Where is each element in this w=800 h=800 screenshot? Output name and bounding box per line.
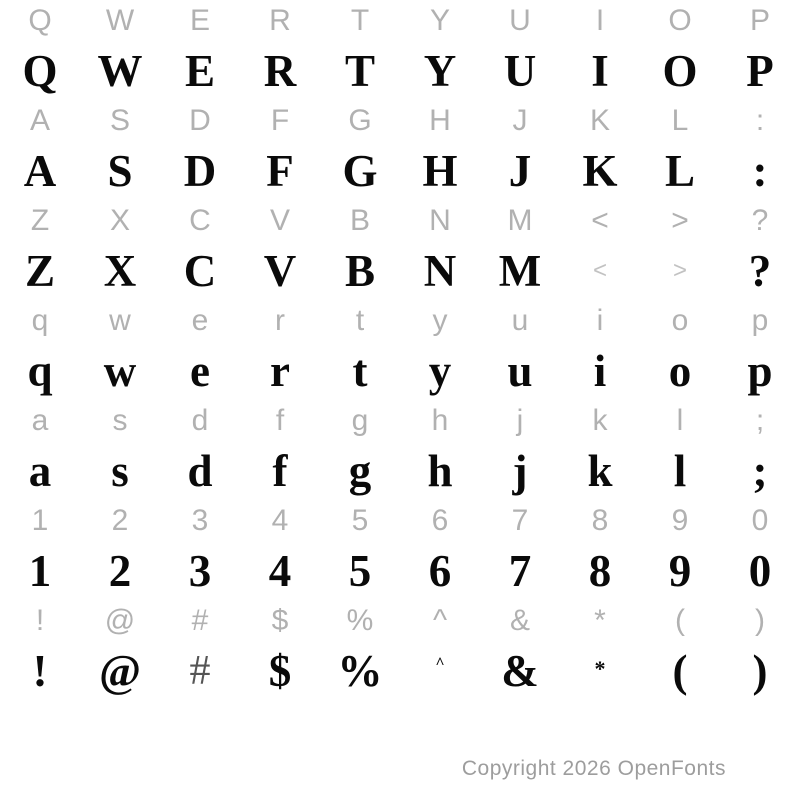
glyph-cell: N xyxy=(429,204,451,237)
glyph-cell: 6 xyxy=(428,546,452,596)
glyph-cell: l xyxy=(673,446,687,496)
glyph-cell: D xyxy=(189,104,211,137)
glyph-cell: 1 xyxy=(28,546,52,596)
specimen-glyph-row xyxy=(0,46,800,96)
glyph-cell: 3 xyxy=(188,546,212,596)
glyph-cell: Q xyxy=(22,46,58,96)
glyph-cell: g xyxy=(348,446,372,496)
specimen-glyph-row xyxy=(0,546,800,596)
glyph-cell: ^ xyxy=(435,655,445,672)
glyph-cell: C xyxy=(189,204,211,237)
glyph-cell: p xyxy=(751,304,769,337)
glyph-cell: 0 xyxy=(751,504,769,537)
glyph-cell: w xyxy=(109,304,131,337)
glyph-cell: ? xyxy=(748,246,772,296)
glyph-cell: & xyxy=(509,604,530,637)
glyph-cell: t xyxy=(355,304,365,337)
glyph-cell: d xyxy=(191,404,209,437)
glyph-cell: l xyxy=(676,404,684,437)
glyph-cell: A xyxy=(23,146,57,196)
glyph-cell: K xyxy=(582,146,618,196)
glyph-cell: s xyxy=(112,404,128,437)
glyph-cell: 5 xyxy=(348,546,372,596)
glyph-cell: L xyxy=(671,104,689,137)
glyph-cell: D xyxy=(183,146,217,196)
glyph-cell: Q xyxy=(28,4,52,37)
reference-glyph-row xyxy=(0,196,800,246)
glyph-cell: E xyxy=(189,4,210,37)
glyph-cell: & xyxy=(501,646,539,696)
glyph-cell: L xyxy=(664,146,695,196)
glyph-cell: 2 xyxy=(108,546,132,596)
glyph-cell: ( xyxy=(672,646,688,696)
glyph-cell: p xyxy=(747,346,773,396)
glyph-cell: F xyxy=(266,146,294,196)
glyph-cell: M xyxy=(498,246,542,296)
glyph-cell: W xyxy=(97,46,143,96)
glyph-cell: f xyxy=(275,404,285,437)
glyph-cell: k xyxy=(592,404,608,437)
glyph-cell: 4 xyxy=(271,504,289,537)
reference-glyph-row xyxy=(0,96,800,146)
glyph-cell: r xyxy=(270,346,290,396)
glyph-cell: @ xyxy=(99,646,141,696)
glyph-cell: J xyxy=(512,104,528,137)
glyph-cell: R xyxy=(263,46,297,96)
glyph-cell: O xyxy=(668,4,692,37)
glyph-cell: s xyxy=(111,446,129,496)
glyph-cell: y xyxy=(428,346,452,396)
glyph-cell: 2 xyxy=(111,504,129,537)
glyph-cell: Z xyxy=(24,246,55,296)
glyph-cell: ? xyxy=(751,204,769,237)
glyph-cell: G xyxy=(348,104,372,137)
glyph-cell: P xyxy=(749,4,770,37)
glyph-cell: V xyxy=(263,246,297,296)
glyph-cell: ( xyxy=(675,604,685,637)
glyph-cell: o xyxy=(671,304,689,337)
glyph-cell: $ xyxy=(268,646,292,696)
glyph-cell: 4 xyxy=(268,546,292,596)
glyph-cell: I xyxy=(595,4,605,37)
glyph-cell: U xyxy=(509,4,531,37)
specimen-glyph-row xyxy=(0,446,800,496)
specimen-glyph-row xyxy=(0,146,800,196)
glyph-cell: > xyxy=(672,257,687,284)
glyph-cell: i xyxy=(596,304,604,337)
glyph-cell: Y xyxy=(423,46,457,96)
glyph-cell: > xyxy=(671,204,689,237)
glyph-cell: 3 xyxy=(191,504,209,537)
glyph-cell: o xyxy=(668,346,692,396)
reference-glyph-row xyxy=(0,396,800,446)
glyph-cell: T xyxy=(350,4,370,37)
glyph-cell: U xyxy=(503,46,537,96)
glyph-cell: 5 xyxy=(351,504,369,537)
glyph-cell: 7 xyxy=(508,546,532,596)
specimen-glyph-row xyxy=(0,346,800,396)
glyph-cell: ; xyxy=(752,446,768,496)
glyph-cell: < xyxy=(591,204,609,237)
glyph-cell: ! xyxy=(32,646,48,696)
glyph-cell: P xyxy=(746,46,774,96)
glyph-cell: i xyxy=(593,346,607,396)
glyph-cell: 0 xyxy=(748,546,772,596)
glyph-cell: % xyxy=(346,604,374,637)
glyph-cell: y xyxy=(432,304,448,337)
glyph-cell: j xyxy=(512,446,528,496)
glyph-cell: 9 xyxy=(668,546,692,596)
glyph-cell: k xyxy=(587,446,613,496)
glyph-cell: 6 xyxy=(431,504,449,537)
glyph-cell: W xyxy=(105,4,135,37)
glyph-cell: d xyxy=(187,446,213,496)
glyph-cell: h xyxy=(427,446,453,496)
reference-glyph-row xyxy=(0,496,800,546)
glyph-cell: $ xyxy=(271,604,289,637)
glyph-cell: t xyxy=(352,346,368,396)
glyph-cell: H xyxy=(422,146,458,196)
glyph-cell: F xyxy=(270,104,290,137)
glyph-cell: H xyxy=(429,104,451,137)
glyph-cell: e xyxy=(190,346,210,396)
glyph-cell: 7 xyxy=(511,504,529,537)
glyph-cell: 1 xyxy=(31,504,49,537)
glyph-cell: 8 xyxy=(588,546,612,596)
glyph-cell: ) xyxy=(752,646,768,696)
glyph-cell: a xyxy=(28,446,52,496)
glyph-cell: q xyxy=(31,304,49,337)
specimen-glyph-row xyxy=(0,246,800,296)
glyph-cell: : xyxy=(755,104,765,137)
glyph-cell: u xyxy=(511,304,529,337)
glyph-cell: ) xyxy=(755,604,765,637)
reference-glyph-row xyxy=(0,296,800,346)
glyph-cell: g xyxy=(351,404,369,437)
glyph-cell: # xyxy=(189,648,211,694)
glyph-cell: % xyxy=(337,646,383,696)
glyph-cell: J xyxy=(508,146,532,196)
glyph-cell: X xyxy=(109,204,130,237)
glyph-cell: S xyxy=(109,104,130,137)
glyph-cell: G xyxy=(342,146,378,196)
glyph-cell: 8 xyxy=(591,504,609,537)
specimen-glyph-row xyxy=(0,646,800,696)
glyph-cell: O xyxy=(662,46,698,96)
glyph-cell: A xyxy=(29,104,50,137)
glyph-cell: Z xyxy=(30,204,50,237)
glyph-cell: B xyxy=(344,246,375,296)
glyph-cell: S xyxy=(107,146,133,196)
glyph-cell: * xyxy=(594,656,606,681)
glyph-cell: r xyxy=(275,304,285,337)
glyph-cell: T xyxy=(344,46,375,96)
glyph-cell: e xyxy=(191,304,209,337)
glyph-cell: h xyxy=(431,404,449,437)
glyph-cell: N xyxy=(423,246,457,296)
glyph-cell: : xyxy=(752,146,768,196)
glyph-cell: ; xyxy=(755,404,765,437)
reference-glyph-row xyxy=(0,0,800,46)
glyph-cell: < xyxy=(592,257,607,284)
glyph-cell: f xyxy=(272,446,288,496)
glyph-cell: X xyxy=(103,246,137,296)
glyph-cell: R xyxy=(269,4,291,37)
glyph-cell: # xyxy=(191,604,209,637)
glyph-cell: K xyxy=(589,104,610,137)
glyph-cell: Y xyxy=(429,4,450,37)
glyph-cell: j xyxy=(516,404,524,437)
glyph-cell: a xyxy=(31,404,49,437)
glyph-cell: E xyxy=(184,46,215,96)
glyph-cell: * xyxy=(594,604,606,637)
glyph-cell: I xyxy=(591,46,609,96)
glyph-cell: ! xyxy=(35,604,45,637)
copyright-text: Copyright 2026 OpenFonts xyxy=(461,757,726,780)
glyph-cell: @ xyxy=(104,604,136,637)
glyph-cell: B xyxy=(349,204,370,237)
glyph-cell: V xyxy=(269,204,290,237)
glyph-cell: C xyxy=(183,246,217,296)
glyph-cell: u xyxy=(507,346,533,396)
glyph-cell: M xyxy=(507,204,533,237)
glyph-cell: ^ xyxy=(432,604,448,637)
glyph-cell: 9 xyxy=(671,504,689,537)
glyph-cell: q xyxy=(27,346,53,396)
glyph-cell: w xyxy=(103,346,137,396)
